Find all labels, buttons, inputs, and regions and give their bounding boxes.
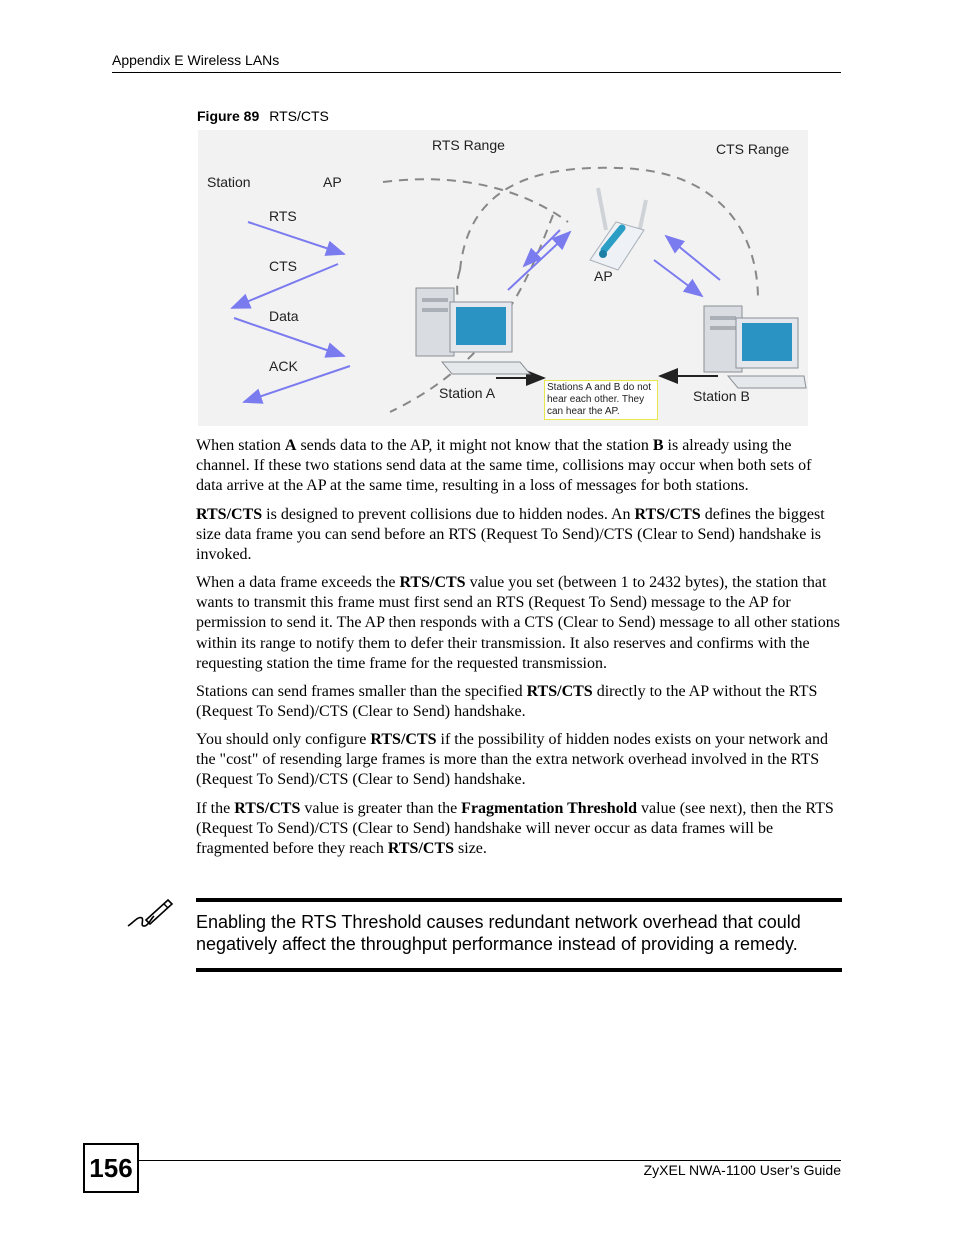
paragraph-6: If the RTS/CTS value is greater than the Fragmentation Threshold value (see next), then the RTS (Request To Send)/CTS (Clear to Send) handshake will never occur as data frames will be fragmented before they reach RTS/CTS size. (196, 800, 834, 858)
paragraph-3: When a data frame exceeds the RTS/CTS value you set (between 1 to 2432 bytes), the station that wants to transmit this frame must first send an RTS (Request To Send) message to the AP for permission to send it. The AP then responds with a CTS (Clear to Send) message to all other stations within its range to notify them to defer their transmission. It also reserves and confirms with the requesting station the time frame for the requested transmission. (196, 574, 840, 672)
ap-label-left: AP (323, 174, 342, 190)
station-b-computer-icon (704, 306, 806, 388)
page-number: 156 (83, 1143, 139, 1193)
station-b-label: Station B (693, 388, 750, 404)
rts-label: RTS (269, 208, 297, 224)
cts-range-label: CTS Range (716, 141, 790, 157)
diagram-graphics (198, 130, 808, 426)
paragraph-1: When station A sends data to the AP, it might not know that the station B is already using the channel. If these two stations send data at the same time, collisions may occur when both sets of data arrive at the AP at the same time, resulting in a loss of messages for both stations. (196, 437, 812, 495)
note-text: Enabling the RTS Threshold causes redundant network overhead that could negatively affect the throughput performance instead of providing a remedy. (196, 912, 801, 954)
ap-to-station-b-arrow (654, 260, 702, 296)
cts-label: CTS (269, 258, 297, 274)
rts-cts-diagram (198, 130, 808, 426)
paragraph-2: RTS/CTS is designed to prevent collisions due to hidden nodes. An RTS/CTS defines the biggest size data frame you can send before an RTS (Request To Send)/CTS (Clear to Send) handshake is invoked. (196, 506, 825, 564)
figure-number: Figure 89 (197, 108, 260, 124)
data-label: Data (269, 308, 299, 324)
paragraph-4: Stations can send frames smaller than the specified RTS/CTS directly to the AP without the RTS (Request To Send)/CTS (Clear to Send) handshake. (196, 683, 818, 721)
header-rule (112, 72, 841, 73)
rts-range-label: RTS Range (432, 137, 505, 153)
access-point-icon (590, 188, 646, 270)
note-rule-top (196, 898, 842, 902)
note-rule-bottom (196, 968, 842, 972)
running-header: Appendix E Wireless LANs (112, 52, 280, 68)
rts-arrow (248, 222, 344, 254)
station-b-to-ap-arrow (666, 236, 720, 280)
hidden-node-note: Stations A and B do not hear each other. They can hear the AP. (544, 380, 658, 420)
ack-label: ACK (269, 358, 298, 374)
paragraph-5: You should only configure RTS/CTS if the possibility of hidden nodes exists on your network and the "cost" of resending large frames is more than the extra network overhead involved in the RTS (Request To Send)/CTS (Clear to Send) handshake. (196, 731, 829, 789)
figure-title: RTS/CTS (269, 108, 329, 124)
station-label: Station (207, 174, 251, 190)
station-a-computer-icon (416, 288, 530, 374)
station-a-to-ap-arrow (508, 232, 570, 290)
ap-to-station-a-arrow (524, 230, 560, 266)
guide-title: ZyXEL NWA-1100 User’s Guide (643, 1162, 841, 1178)
footer-rule (139, 1160, 841, 1161)
ap-label-center: AP (594, 268, 613, 284)
station-a-label: Station A (439, 385, 496, 401)
pencil-note-icon (124, 896, 174, 932)
figure-caption (197, 108, 329, 124)
